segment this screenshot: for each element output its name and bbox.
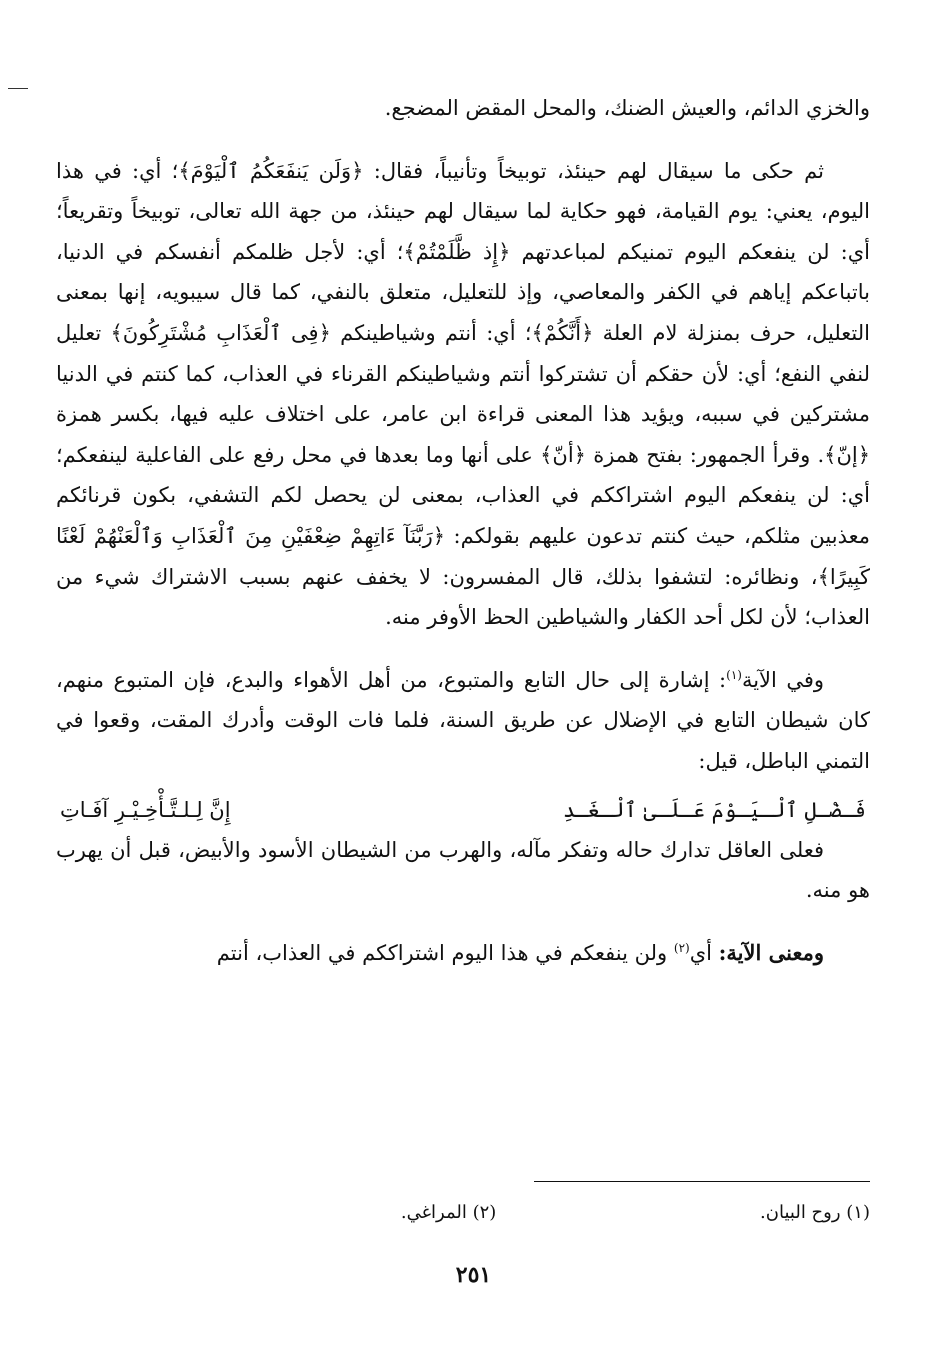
section-heading: ومعنى الآية: [718,939,824,965]
text-line: حينئذ، من جهة الله تعالى، توبيخاً وتقريعاً؛ أي: لن ينفعكم اليوم تمنيكم [56,199,870,264]
text-line: لمباعدتهم ﴿إِذ ظَّلَمْتُمْ﴾؛ أي: لأجل ظلمكم أنفسكم في الدنيا، باتباعكم إياهم [56,239,871,305]
text-line: وَٱلْعَنْهُمْ لَعْنًا كَبِيرًا﴾، ونظائره: لتشفوا بذلك، قال المفسرون: لا يخفف عنهم [56,523,870,589]
footnote-ref-2: (٢) [673,940,690,955]
text-line: معذبين مثلكم، حيث كنتم تدعون عليهم بقولكم: ﴿رَبَّنَآ ءَاتِهِمْ ضِعْفَيْنِ مِنَ ٱلْعَذَابِ [171,523,870,548]
paragraph-advice [56,830,870,911]
verse-first-hemistich: فَـضْـلِ ٱلْـيَـوْمَ عَـلَـىٰ ٱلْـغَـدِ [562,797,866,822]
text-segment: : إشارة إلى حال التابع والمتبوع، من أهل الأهواء والبدع، [224,667,727,692]
footnote-2: (٢) المراغي. [400,1202,497,1223]
text-segment: ولن ينفعكم في هذا اليوم اشتراككم في العذاب، أنتم [216,940,674,965]
text-line: الوقت وأدرك المقت، وقعوا في التمني الباطل، قيل: [56,708,870,773]
text-segment: وفي الآية [741,667,825,692]
text-line: ٱلْيَوْمَ﴾؛ أي: في هذا اليوم، يعني: يوم القيامة، فهو حكاية لما سيقال لهم [56,158,870,224]
page-body [56,88,870,973]
paragraph-commentary [56,151,870,638]
footnotes [56,1198,870,1228]
text-line: مُشْتَرِكُونَ﴾ تعليل لنفي النفع؛ أي: لأن حقكم أن تشتركوا أنتم وشياطينكم القرناء [56,320,870,386]
margin-mark [8,88,28,89]
text-line: فإن المتبوع منهم، كان شيطان التابع في الإضلال عن طريق السنة، فلما فات [56,667,870,733]
poetry-verse [56,790,870,830]
text-line: ثم حكى ما سيقال لهم حينئذ، توبيخاً وتأنيباً، فقال: ﴿وَلَن يَنفَعَكُمُ [249,158,824,183]
text-line: ﴿أنّ﴾ على أنها وما بعدها في محل رفع على الفاعلية لينفعكم؛ أي: لن ينفعكم [56,442,870,508]
text-line: والخزي الدائم، والعيش الضنك، والمحل المقض المضجع. [384,96,870,120]
text-line: اليوم اشتراككم في العذاب، بمعنى لن يحصل لكم التشفي، بكون قرنائكم [56,483,727,508]
text-line: بسبب الاشتراك شيء من العذاب؛ لأن لكل أحد الكفار والشياطين الحظ الأوفر [56,564,870,630]
page-number: ٢٥١ [455,1262,492,1288]
text-line: في العذاب، كما كنتم في الدنيا مشتركين في سببه، ويؤيد هذا المعنى قراءة ابن [56,361,870,427]
text-line: منه. [385,605,421,630]
verse-second-hemistich: إِنَّ لِـلـتَّـأْخِـيْـرِ آفَـاتِ [60,797,231,822]
footnote-divider [534,1181,870,1182]
footnote-1: (١) روح البيان. [760,1202,870,1223]
paragraph-continuation [56,88,870,129]
footnote-ref-1: (١) [726,667,742,682]
paragraph-indication [56,660,870,782]
paragraph-meaning [56,933,870,974]
text-line: والأبيض، قبل أن يهرب هو منه. [56,837,870,903]
text-line: التعليل، حرف بمنزلة لام العلة ﴿أَنَّكُمْ﴾؛ أي: أنتم وشياطينكم ﴿فِى ٱلْعَذَابِ [216,320,871,345]
text-segment: أي [689,940,719,965]
text-line: في الكفر والمعاصي، وإذ للتعليل، متعلق بالنفي، كما قال سيبويه، إنها بمعنى [56,280,739,305]
text-line: فعلى العاقل تدارك حاله وتفكر مآله، والهرب من الشيطان الأسود [257,837,824,862]
text-line: عامر، على اختلاف عليه فيها، بكسر همزة ﴿إنّ﴾. وقرأ الجمهور: بفتح همزة [56,402,871,467]
